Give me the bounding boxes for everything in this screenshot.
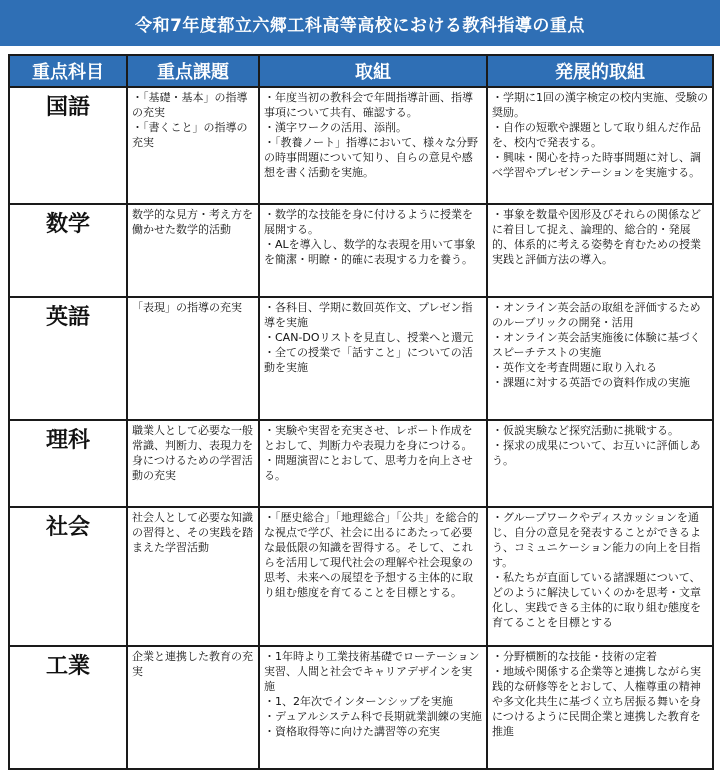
advanced-item: ・課題に対する英語での資料作成の実施 (492, 375, 690, 389)
advanced-cell (487, 297, 713, 420)
page-title: 令和7年度都立六郷工科高等高校における教科指導の重点 (0, 0, 720, 46)
table-row-eigo (9, 297, 713, 420)
task-cell (127, 420, 259, 507)
column-header-subject: 重点科目 (9, 55, 127, 87)
task-item: 数学的な見方・考え方を働かせた数学的活動 (132, 208, 253, 237)
task-item: ・「基礎・基本」の指導の充実 (132, 91, 248, 119)
action-item: ・デュアルシステム科で長期就業訓練の実施 (264, 709, 482, 723)
action-item: ・全ての授業で「話すこと」についての活動を実施 (264, 345, 473, 374)
advanced-item: ・オンライン英会話の取組を評価するためのルーブリックの開発・活用 (492, 300, 701, 329)
table-row-sugaku (9, 204, 713, 297)
column-header-actions: 取組 (259, 55, 487, 87)
table-row-kogyo (9, 646, 713, 769)
advanced-cell (487, 204, 713, 297)
action-item: ・「教養ノート」指導において、様々な分野の時事問題について知り、自らの意見や感想を書く活動を実施。 (264, 136, 478, 179)
advanced-item: ・学期に1回の漢字検定の校内実施、受験の奨励。 (492, 91, 708, 119)
task-cell (127, 297, 259, 420)
actions-cell (259, 87, 487, 204)
table-row-kokugo (9, 87, 713, 204)
advanced-item: ・私たちが直面している諸課題について、どのように解決していくのかを思考・文章化し、実践できる主体的に取り組む態度を育てることを目標とする (492, 570, 701, 629)
actions-cell (259, 646, 487, 769)
actions-cell (259, 204, 487, 297)
subject-cell: 工業 (9, 646, 127, 769)
column-header-task: 重点課題 (127, 55, 259, 87)
subject-cell: 社会 (9, 507, 127, 646)
table-row-shakai (9, 507, 713, 646)
task-item: 職業人として必要な一般常識、判断力、表現力を身につけるための学習活動の充実 (132, 423, 253, 482)
advanced-item: ・自作の短歌や課題として取り組んだ作品を、校内で発表する。 (492, 121, 701, 149)
advanced-item: ・探求の成果について、お互いに評価しあう。 (492, 438, 701, 467)
subject-cell: 英語 (9, 297, 127, 420)
action-item: ・漢字ワークの活用、添削。 (264, 121, 407, 134)
table-header-row (9, 55, 713, 87)
action-item: ・数学的な技能を身に付けるように授業を展開する。 (264, 208, 473, 237)
advanced-item: ・事象を数量や図形及びそれらの関係などに着目して捉え、論理的、総合的・発展的、体系的に考える姿勢を育むための授業実践と評価方法の導入。 (492, 208, 701, 267)
task-item: ・「書くこと」の指導の充実 (132, 121, 248, 149)
action-item: ・問題演習にとおして、思考力を向上させる。 (264, 453, 473, 482)
advanced-item: ・英作文を考査問題に取り入れる (492, 360, 657, 374)
advanced-item: ・仮説実験など探究活動に挑戦する。 (492, 423, 679, 437)
action-item: ・各科目、学期に数回英作文、プレゼン指導を実施 (264, 300, 473, 329)
advanced-item: ・分野横断的な技能・技術の定着 (492, 649, 657, 663)
actions-cell (259, 297, 487, 420)
advanced-item: ・オンライン英会話実施後に体験に基づくスピーチテストの実施 (492, 330, 701, 359)
actions-cell (259, 507, 487, 646)
task-item: 企業と連携した教育の充実 (132, 649, 253, 678)
action-item: ・資格取得等に向けた講習等の充実 (264, 724, 440, 738)
task-cell (127, 507, 259, 646)
task-item: 社会人として必要な知識の習得と、その実践を踏まえた学習活動 (132, 510, 253, 554)
action-item: ・CAN-DOリストを見直し、授業へと還元 (264, 330, 474, 344)
column-header-advanced: 発展的取組 (487, 55, 713, 87)
subject-cell: 数学 (9, 204, 127, 297)
action-item: ・「歴史総合」「地理総合」「公共」を総合的な視点で学び、社会に出るにあたって必要な最低限の知識を習得する。そして、これらを活用して現代社会の理解や社会現象の思考、未来への展望を予想する主体的に取り組む態度を育てることを目標とする。 (264, 510, 479, 599)
action-item: ・1年時より工業技術基礎でローテーション実習、人間と社会でキャリアデザインを実施 (264, 649, 480, 693)
action-item: ・年度当初の教科会で年間指導計画、指導事項について共有、確認する。 (264, 91, 473, 119)
task-cell (127, 204, 259, 297)
task-cell (127, 87, 259, 204)
advanced-cell (487, 420, 713, 507)
advanced-item: ・グループワークやディスカッションを通じ、自分の意見を発表することができるよう、コミュニケーション能力の向上を目指す。 (492, 510, 701, 569)
action-item: ・1、2年次でインターンシップを実施 (264, 694, 453, 708)
action-item: ・ALを導入し、数学的な表現を用いて事象を簡潔・明瞭・的確に表現する力を養う。 (264, 238, 476, 267)
table-row-rika (9, 420, 713, 507)
task-item: 「表現」の指導の充実 (132, 300, 242, 314)
subject-cell: 国語 (9, 87, 127, 204)
advanced-item: ・地域や関係する企業等と連携しながら実践的な研修等をとおして、人権尊重の精神や多文化共生に基づく立ち居振る舞いを身につけるように民間企業と連携した教育を推進 (492, 664, 701, 738)
advanced-cell (487, 87, 713, 204)
emphasis-table (8, 54, 714, 770)
actions-cell (259, 420, 487, 507)
advanced-item: ・興味・関心を持った時事問題に対し、調べ学習やプレゼンテーションを実施する。 (492, 151, 701, 179)
task-cell (127, 646, 259, 769)
advanced-cell (487, 507, 713, 646)
advanced-cell (487, 646, 713, 769)
subject-cell: 理科 (9, 420, 127, 507)
action-item: ・実験や実習を充実させ、レポート作成をとおして、判断力や表現力を身につける。 (264, 423, 473, 452)
